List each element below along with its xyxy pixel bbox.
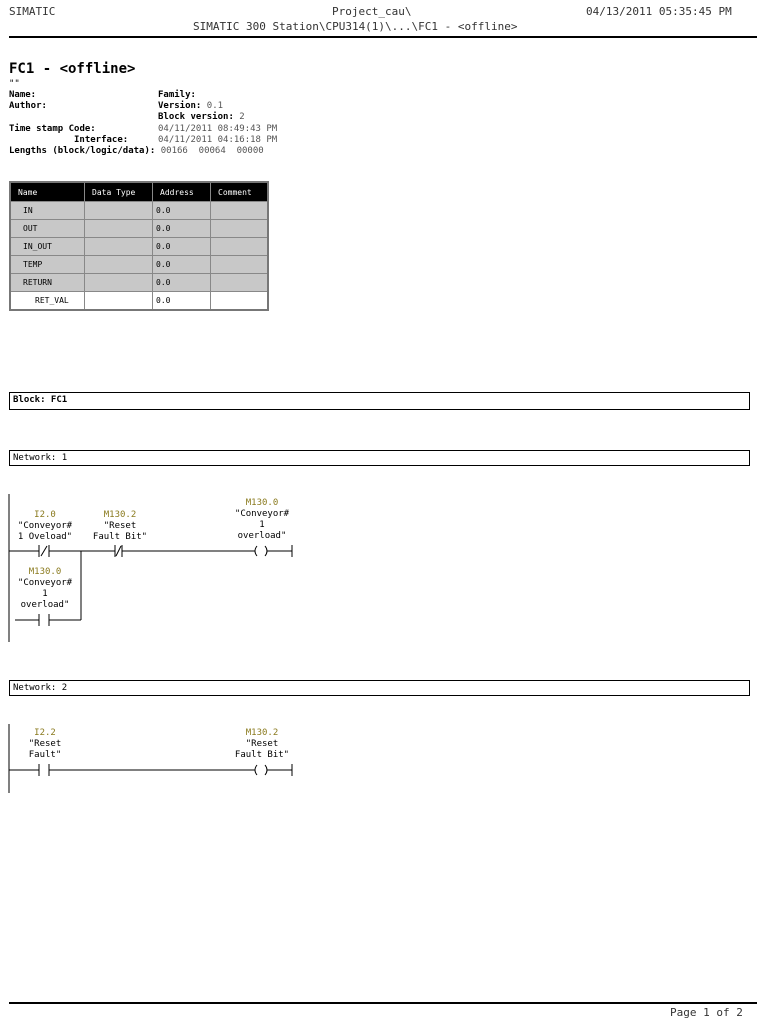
row-name: IN <box>10 202 85 220</box>
row-type <box>85 202 153 220</box>
normally-closed-contact-icon <box>39 545 49 557</box>
version-value: 0.1 <box>206 101 224 111</box>
row-type <box>85 238 153 256</box>
interface-value: 04/11/2011 04:16:18 PM <box>158 135 278 145</box>
block-label: Block: FC1 <box>9 392 750 410</box>
block-comment: "" <box>9 79 20 89</box>
row-address: 0.0 <box>153 292 211 311</box>
table-row <box>10 256 268 274</box>
row-name: RETURN <box>10 274 85 292</box>
table-row <box>10 274 268 292</box>
branch-contact-symbol-line-3: overload" <box>20 600 70 610</box>
family-label: Family: <box>158 90 196 100</box>
author-label: Author: <box>9 101 47 111</box>
row-type <box>85 274 153 292</box>
row-name: IN_OUT <box>10 238 85 256</box>
row-comment <box>211 256 269 274</box>
row-comment <box>211 274 269 292</box>
block-title: FC1 - <offline> <box>9 61 136 77</box>
interface-label: Interface: <box>74 135 129 145</box>
coil-2-symbol-line-1: "Reset <box>245 739 279 749</box>
contact-1-symbol-line-1: "Conveyor# <box>17 521 73 531</box>
block-version-value: 2 <box>239 112 245 122</box>
branch-contact-symbol-line-2: 1 <box>42 589 48 599</box>
contact-3-symbol-line-1: "Reset <box>28 739 62 749</box>
coil-icon <box>255 546 267 556</box>
branch-contact-address: M130.0 <box>28 567 62 577</box>
print-datetime: 04/13/2011 05:35:45 PM <box>586 5 732 18</box>
normally-closed-contact-icon <box>115 545 122 557</box>
table-row <box>10 238 268 256</box>
project-path: Project_cau\ <box>332 5 412 18</box>
contact-1-address: I2.0 <box>34 510 56 520</box>
normally-open-contact-icon <box>39 764 49 776</box>
version-row <box>158 101 223 112</box>
coil-2-labels <box>226 728 298 761</box>
row-address: 0.0 <box>153 238 211 256</box>
contact-3-address: I2.2 <box>34 728 56 738</box>
table-row <box>10 220 268 238</box>
col-data-type: Data Type <box>85 182 153 202</box>
contact-2-address: M130.2 <box>103 510 137 520</box>
row-name: TEMP <box>10 256 85 274</box>
row-comment <box>211 220 269 238</box>
coil-1-symbol-line-3: overload" <box>237 531 287 541</box>
table-row <box>10 292 268 311</box>
lengths-row <box>9 146 264 157</box>
row-comment <box>211 238 269 256</box>
lengths-value: 00166 00064 00000 <box>160 146 264 156</box>
row-type <box>85 292 153 311</box>
interface-table-header <box>10 182 268 202</box>
row-address: 0.0 <box>153 202 211 220</box>
timestamp-code-label: Time stamp Code: <box>9 124 96 134</box>
row-comment <box>211 292 269 311</box>
header-rule <box>9 36 757 38</box>
row-type <box>85 220 153 238</box>
contact-1-labels <box>9 510 81 543</box>
contact-3-symbol-line-2: Fault" <box>28 750 62 760</box>
coil-2-symbol-line-2: Fault Bit" <box>234 750 290 760</box>
footer-rule <box>9 1002 757 1004</box>
row-type <box>85 256 153 274</box>
row-address: 0.0 <box>153 220 211 238</box>
coil-1-symbol-line-2: 1 <box>259 520 265 530</box>
branch-contact-symbol-line-1: "Conveyor# <box>17 578 73 588</box>
row-name: RET_VAL <box>10 292 85 311</box>
contact-2-symbol-line-1: "Reset <box>103 521 137 531</box>
normally-open-contact-icon <box>39 614 49 626</box>
branch-contact-labels <box>9 567 81 611</box>
name-label: Name: <box>9 90 37 100</box>
network-1-label: Network: 1 <box>9 450 750 466</box>
col-address: Address <box>153 182 211 202</box>
col-name: Name <box>10 182 85 202</box>
app-name: SIMATIC <box>9 5 56 18</box>
coil-1-symbol-line-1: "Conveyor# <box>234 509 290 519</box>
interface-table <box>9 181 269 311</box>
contact-2-symbol-line-2: Fault Bit" <box>92 532 148 542</box>
table-row <box>10 202 268 220</box>
network-2-label: Network: 2 <box>9 680 750 696</box>
lengths-label: Lengths (block/logic/data): <box>9 146 156 156</box>
coil-2-address: M130.2 <box>245 728 279 738</box>
contact-1-symbol-line-2: 1 Oveload" <box>17 532 73 542</box>
coil-1-labels <box>226 498 298 542</box>
row-comment <box>211 202 269 220</box>
row-address: 0.0 <box>153 256 211 274</box>
coil-1-address: M130.0 <box>245 498 279 508</box>
station-path: SIMATIC 300 Station\CPU314(1)\...\FC1 - <offline> <box>193 20 518 33</box>
timestamp-code-value: 04/11/2011 08:49:43 PM <box>158 124 278 134</box>
row-address: 0.0 <box>153 274 211 292</box>
block-version-label: Block version: <box>158 112 234 122</box>
page-number: Page 1 of 2 <box>670 1006 743 1019</box>
contact-3-labels <box>9 728 81 761</box>
col-comment: Comment <box>211 182 269 202</box>
contact-2-labels <box>84 510 156 543</box>
version-label: Version: <box>158 101 202 111</box>
coil-icon <box>255 765 267 775</box>
block-version-row <box>158 112 245 123</box>
row-name: OUT <box>10 220 85 238</box>
